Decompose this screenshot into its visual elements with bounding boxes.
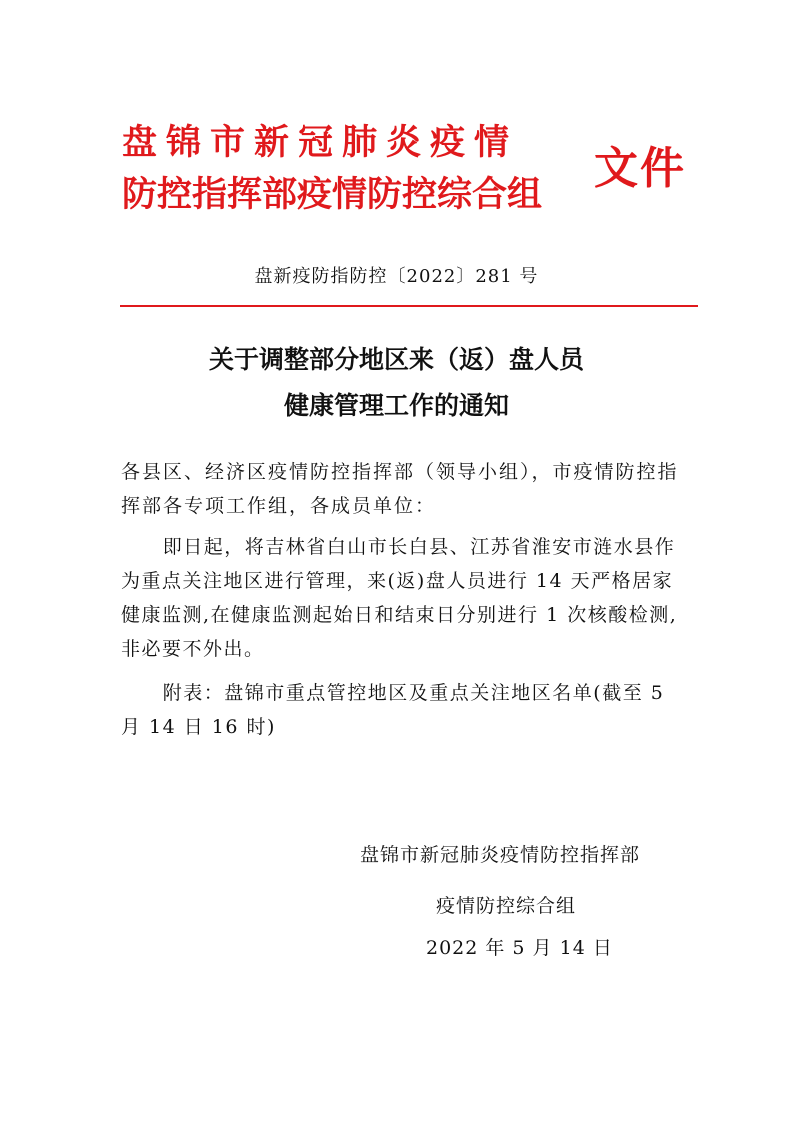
notice-title-line-1: 关于调整部分地区来（返）盘人员 [208, 345, 584, 374]
signature-group: 疫情防控综合组 [436, 895, 577, 917]
main-paragraph: 即日起，将吉林省白山市长白县、江苏省淮安市涟水县作为重点关注地区进行管理，来(返)盘人员进行 14 天严格居家健康监测,在健康监测起始日和结束日分别进行 1 次核酸检测,非必要不外出。 [121, 536, 678, 660]
document-type-label: 文件 [594, 143, 686, 194]
issuer-line-2: 防控指挥部疫情防控综合组 [122, 175, 543, 215]
notice-title-line-2: 健康管理工作的通知 [283, 391, 509, 420]
red-divider [120, 305, 698, 307]
issuer-line-1: 盘锦市新冠肺炎疫情 [122, 123, 519, 163]
document-header [122, 117, 582, 221]
signature-organization: 盘锦市新冠肺炎疫情防控指挥部 [360, 844, 641, 866]
notice-title [0, 337, 793, 429]
notice-body [121, 455, 681, 744]
addressee: 各县区、经济区疫情防控指挥部（领导小组），市疫情防控指挥部各专项工作组，各成员单位： [121, 461, 679, 517]
document-number: 盘新疫防指防控〔2022〕281 号 [254, 266, 539, 287]
attachment-note: 附表：盘锦市重点管控地区及重点关注地区名单(截至 5 月 14 日 16 时) [121, 682, 665, 738]
signature-date: 2022 年 5 月 14 日 [426, 937, 613, 959]
